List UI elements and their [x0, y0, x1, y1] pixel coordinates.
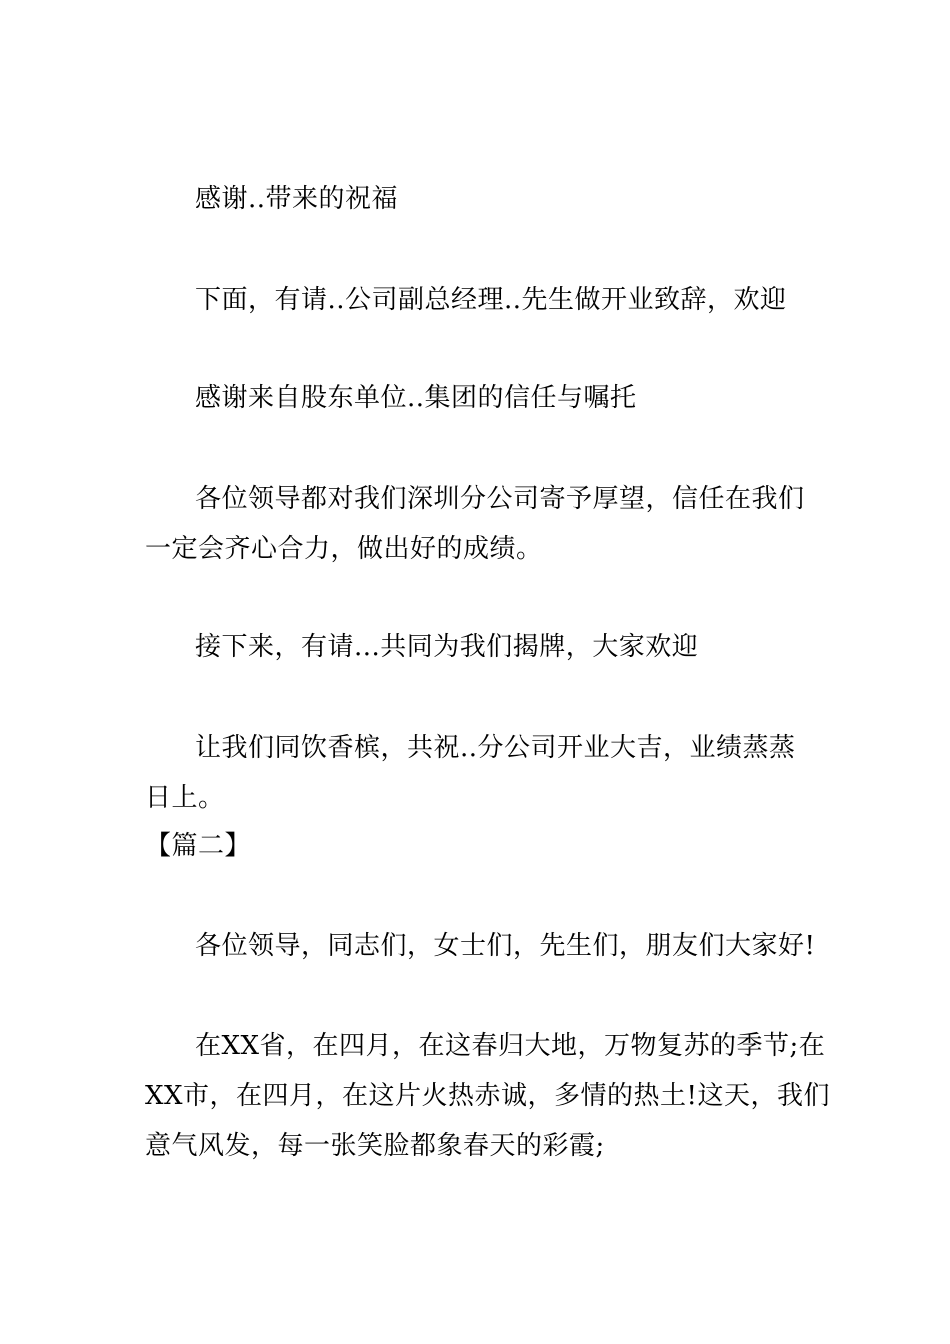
paragraph-toast-line1: 让我们同饮香槟，共祝..分公司开业大吉，业绩蒸蒸: [195, 733, 796, 763]
paragraph-thanks-shareholders: 感谢来自股东单位..集团的信任与嘱托: [195, 383, 637, 413]
paragraph-spring-line2: XX市，在四月，在这片火热赤诚，多情的热土!这天，我们: [145, 1081, 830, 1111]
paragraph-spring-line3: 意气风发，每一张笑脸都象春天的彩霞;: [145, 1131, 605, 1161]
paragraph-invite-vice-gm: 下面，有请..公司副总经理..先生做开业致辞，欢迎: [195, 285, 787, 315]
paragraph-spring-line1: 在XX省，在四月，在这春归大地，万物复苏的季节;在: [195, 1031, 826, 1061]
paragraph-thanks-blessing: 感谢..带来的祝福: [195, 184, 399, 214]
paragraph-leaders-expectation-line2: 一定会齐心合力，做出好的成绩。: [145, 534, 543, 564]
section-heading-part-two: 【篇二】: [145, 831, 252, 861]
paragraph-greeting: 各位领导，同志们，女士们，先生们，朋友们大家好!: [195, 931, 816, 961]
paragraph-leaders-expectation-line1: 各位领导都对我们深圳分公司寄予厚望，信任在我们: [195, 484, 805, 514]
paragraph-unveiling: 接下来，有请...共同为我们揭牌，大家欢迎: [195, 632, 699, 662]
paragraph-toast-line2: 日上。: [145, 783, 225, 813]
